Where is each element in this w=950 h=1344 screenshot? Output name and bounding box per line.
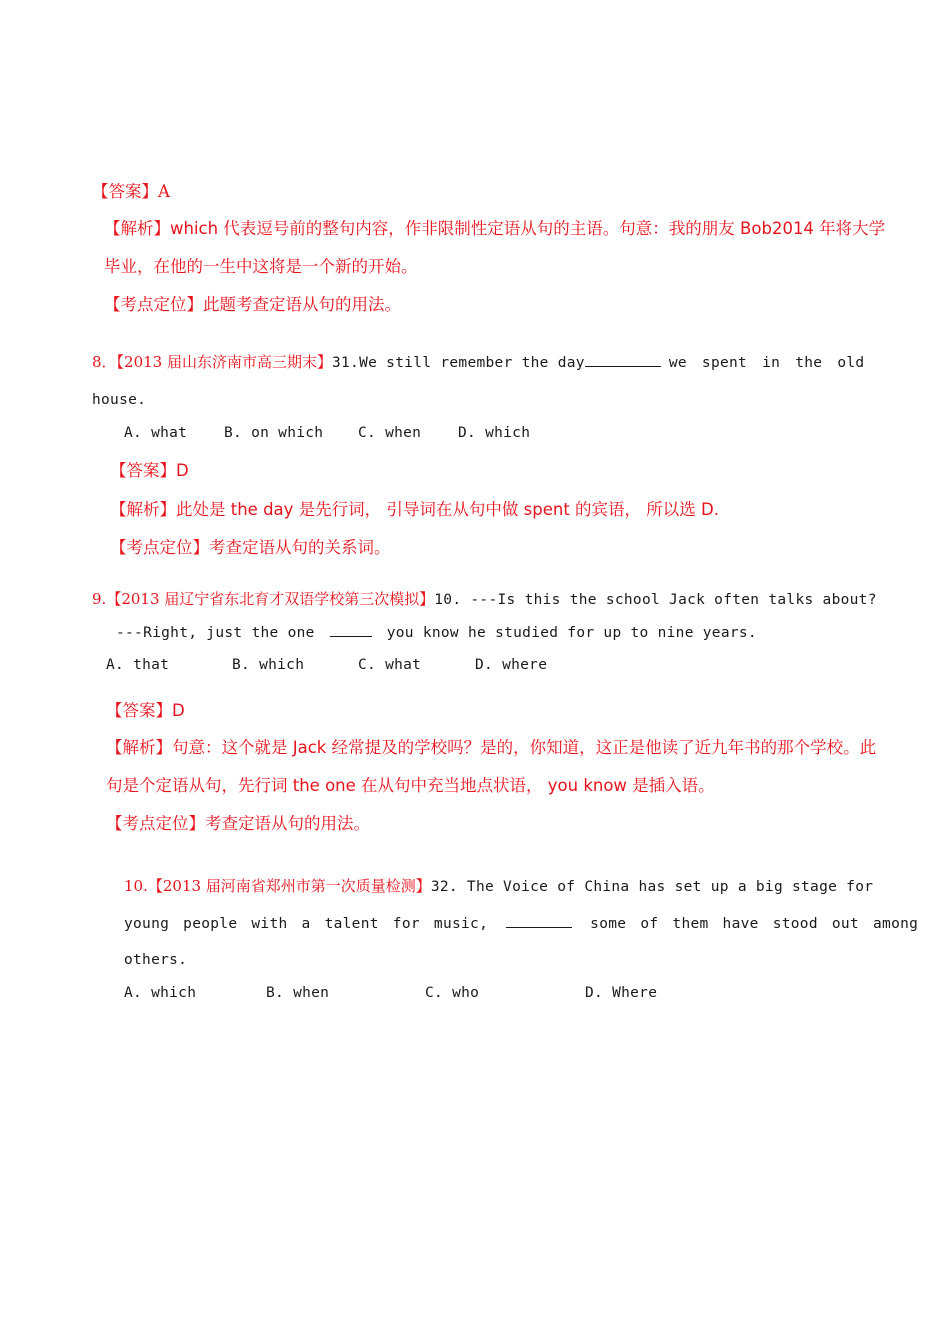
option-9c: C. what — [358, 657, 422, 673]
answer-line-8: 【答案】D — [110, 461, 189, 480]
key-point-line-7: 【考点定位】此题考查定语从句的用法。 — [104, 295, 401, 314]
option-8c: C. when — [358, 425, 422, 441]
option-8d: D. which — [458, 425, 531, 441]
option-10c: C. who — [425, 985, 480, 1001]
question-10-source: 【2013 届河南省郑州市第一次质量检测】 — [147, 877, 431, 895]
question-9-blank — [330, 622, 372, 637]
question-8-options — [124, 423, 530, 443]
option-8b: B. on which — [224, 425, 324, 441]
analysis-line-7b: 毕业，在他的一生中这将是一个新的开始。 — [104, 257, 418, 276]
question-9-stem — [92, 589, 877, 610]
question-9-text-b1: ---Right, just the one — [116, 625, 315, 641]
analysis-line-9a: 【解析】句意：这个就是 Jack 经常提及的学校吗？是的，你知道，这正是他读了近九年书的那个学校。此 — [106, 738, 877, 757]
question-10-text-c: others. — [124, 952, 188, 968]
key-point-line-9: 【考点定位】考查定语从句的用法。 — [106, 814, 370, 833]
question-10-text-a: 32. The Voice of China has set up a big stage for — [430, 879, 874, 895]
option-10a: A. which — [124, 985, 197, 1001]
analysis-line-8: 【解析】此处是 the day 是先行词， 引导词在从句中做 spent 的宾语， 所以选 D. — [110, 500, 719, 519]
answer-line-9: 【答案】D — [106, 701, 185, 720]
question-8-source: 【2013 届山东济南市高三期末】 — [116, 353, 332, 371]
question-8-text-c: house. — [92, 392, 147, 408]
question-9-source: 【2013 届辽宁省东北育才双语学校第三次模拟】 — [106, 590, 435, 608]
key-point-line-8: 【考点定位】考查定语从句的关系词。 — [110, 538, 391, 557]
question-8-blank — [585, 352, 661, 367]
option-10d: D. Where — [585, 985, 658, 1001]
question-8-number: 8． — [92, 353, 117, 371]
question-9-text-a: 10. ---Is this the school Jack often talks about? — [434, 592, 877, 608]
question-8-stem — [92, 352, 864, 373]
option-9b: B. which — [232, 657, 305, 673]
question-10-text-b2: some of them have stood out among — [590, 916, 919, 932]
answer-line-7: 【答案】A — [92, 182, 170, 201]
analysis-line-7a: 【解析】which 代表逗号前的整句内容，作非限制性定语从句的主语。句意：我的朋友 Bob2014 年将大学 — [104, 219, 886, 238]
question-10-line-b — [124, 913, 918, 934]
option-9a: A. that — [106, 657, 170, 673]
option-9d: D. where — [475, 657, 548, 673]
question-10-options — [124, 983, 657, 1003]
question-10-stem — [124, 876, 873, 897]
question-8-text-b: we spent in the old — [668, 355, 865, 371]
option-10b: B. when — [266, 985, 330, 1001]
question-9-text-b2: you know he studied for up to nine years. — [386, 625, 757, 641]
question-9-number: 9. — [92, 590, 107, 608]
option-8a: A. what — [124, 425, 188, 441]
question-9-options — [106, 655, 547, 675]
question-8-text-a: 31.We still remember the day — [332, 355, 585, 371]
question-9-line-b — [116, 622, 757, 643]
analysis-line-9b: 句是个定语从句，先行词 the one 在从句中充当地点状语， you know 是插入语。 — [106, 776, 715, 795]
question-10-blank — [506, 913, 572, 928]
question-10-number: 10. — [124, 877, 148, 895]
question-10-text-b1: young people with a talent for music, — [124, 916, 489, 932]
